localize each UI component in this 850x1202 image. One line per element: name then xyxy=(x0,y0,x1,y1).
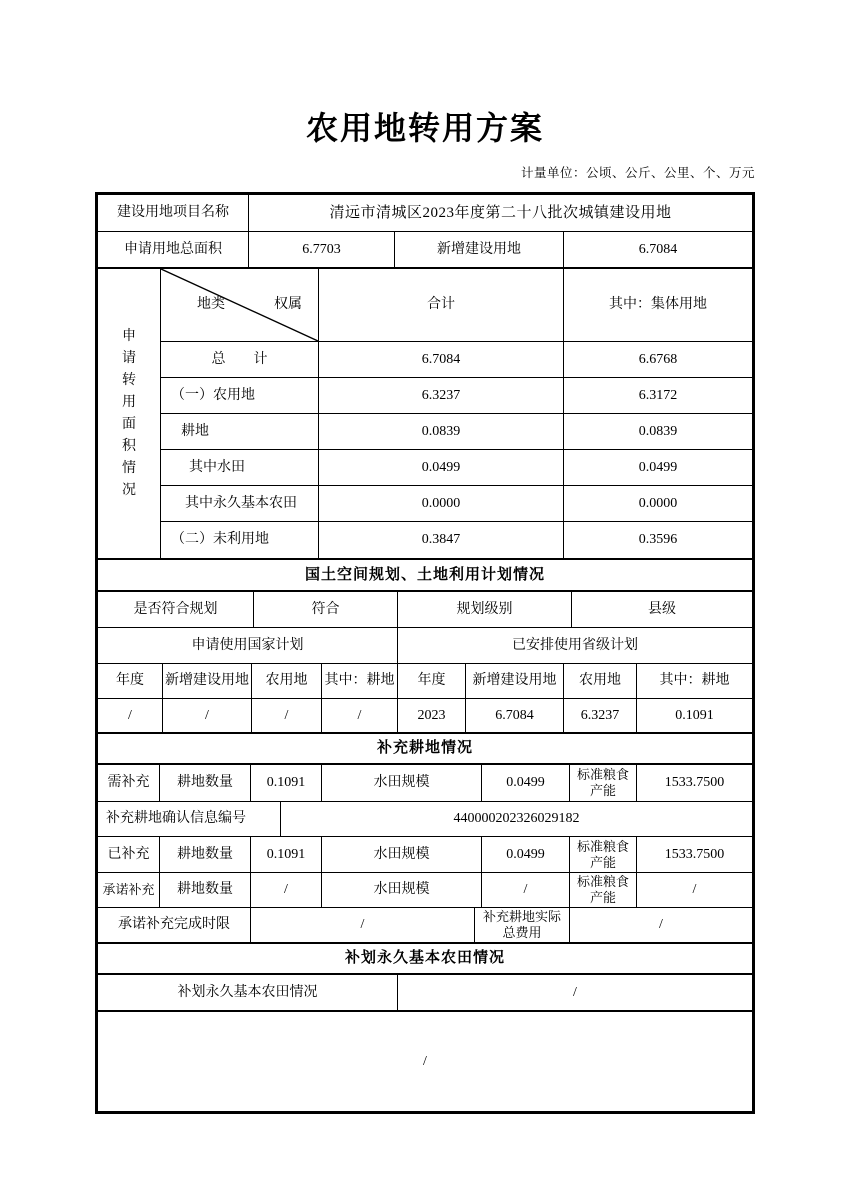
row-label: 其中永久基本农田 xyxy=(161,486,319,521)
plan-level-value: 县级 xyxy=(648,601,676,617)
qty-value: 0.1091 xyxy=(251,765,322,801)
total-area-label: 申请用地总面积 xyxy=(98,232,249,267)
supplement-row-needed xyxy=(98,765,752,802)
plan-col-header: 其中：耕地 xyxy=(659,673,730,689)
plan-value-cell: 6.7084 xyxy=(466,699,564,732)
collective-cell: 0.3596 xyxy=(638,532,678,548)
conversion-side-label: 申请转用面积情况 xyxy=(122,328,136,498)
capacity-label: 标准粮食产能 xyxy=(570,765,637,801)
page-title: 农用地转用方案 xyxy=(305,110,544,146)
collective-cell: 0.0839 xyxy=(638,423,678,439)
supplement-row-name: 已补充 xyxy=(98,837,160,872)
project-name-label: 建设用地项目名称 xyxy=(98,195,249,231)
plan-col-header: 新增建设用地 xyxy=(163,664,252,698)
new-land-label: 新增建设用地 xyxy=(395,232,564,267)
capacity-value: 1533.7500 xyxy=(664,775,725,791)
paddy-value: 0.0499 xyxy=(482,837,570,872)
plan-value-cell: 6.3237 xyxy=(564,699,637,732)
plan-value-cell: / xyxy=(98,699,163,732)
area-row xyxy=(98,232,752,269)
supplement-row-name: 承诺补充 xyxy=(98,873,160,907)
plan-col-header: 年度 xyxy=(98,664,163,698)
paddy-label: 水田规模 xyxy=(322,837,482,872)
plan-col-header: 农用地 xyxy=(252,664,322,698)
compliance-row xyxy=(98,592,752,628)
total-cell: 0.0839 xyxy=(319,414,564,449)
paddy-label: 水田规模 xyxy=(322,765,482,801)
plan-level-label: 规划级别 xyxy=(398,592,572,627)
qty-value: 0.1091 xyxy=(251,837,322,872)
plan-value-cell: / xyxy=(252,699,322,732)
remark-row xyxy=(98,1012,752,1111)
capacity-label: 标准粮食产能 xyxy=(570,873,637,907)
capacity-label: 标准粮食产能 xyxy=(570,837,637,872)
conversion-row-paddy xyxy=(161,450,752,486)
plan-source-row xyxy=(98,628,752,664)
unit-note: 计量单位：公顷、公斤、公里、个、万元 xyxy=(520,166,755,180)
section-header-farmland: 补划永久基本农田情况 xyxy=(344,949,505,967)
paddy-value: / xyxy=(482,873,570,907)
plan-col-header: 新增建设用地 xyxy=(466,664,564,698)
cost-label: 补充耕地实际总费用 xyxy=(475,908,570,942)
paddy-label: 水田规模 xyxy=(322,873,482,907)
new-land-value: 6.7084 xyxy=(638,241,678,257)
capacity-value: / xyxy=(692,882,697,898)
row-label: （一）农用地 xyxy=(161,378,319,413)
supplement-row-promised xyxy=(98,873,752,908)
qty-label: 耕地数量 xyxy=(160,873,251,907)
conversion-row-agricultural xyxy=(161,378,752,414)
total-cell: 0.3847 xyxy=(319,522,564,558)
planning-section-row xyxy=(98,560,752,592)
qty-value: / xyxy=(251,873,322,907)
project-name-value: 清远市清城区2023年度第二十八批次城镇建设用地 xyxy=(329,204,672,221)
plan-value-cell: 2023 xyxy=(398,699,466,732)
row-label: 总 计 xyxy=(161,342,319,377)
total-cell: 0.0499 xyxy=(319,450,564,485)
supplement-row-done xyxy=(98,837,752,873)
farmland-row-label: 补划永久基本农田情况 xyxy=(98,975,398,1010)
plan-value-cell: / xyxy=(322,699,398,732)
diag-label-landtype: 地类 xyxy=(197,297,225,313)
capacity-value: 1533.7500 xyxy=(664,846,725,862)
supplement-row-name: 需补充 xyxy=(98,765,160,801)
farmland-row xyxy=(98,975,752,1012)
plan-col-header: 其中：耕地 xyxy=(322,664,398,698)
diagonal-header-cell xyxy=(161,269,319,341)
plan-value-cell: / xyxy=(163,699,252,732)
collective-cell: 0.0000 xyxy=(638,495,678,511)
collective-cell: 6.3172 xyxy=(638,387,678,403)
collective-cell: 0.0499 xyxy=(638,459,678,475)
paddy-value: 0.0499 xyxy=(482,765,570,801)
section-header-supplement: 补充耕地情况 xyxy=(376,739,473,757)
conversion-side-cell xyxy=(98,269,161,558)
confirm-number-label: 补充耕地确认信息编号 xyxy=(98,802,281,836)
section-header-planning: 国土空间规划、土地利用计划情况 xyxy=(304,565,545,583)
total-cell: 6.7084 xyxy=(319,342,564,377)
deadline-row xyxy=(98,908,752,944)
row-label: 耕地 xyxy=(161,414,319,449)
total-cell: 0.0000 xyxy=(319,486,564,521)
compliance-label: 是否符合规划 xyxy=(98,592,254,627)
row-label: （二）未利用地 xyxy=(161,522,319,558)
form-table xyxy=(95,192,755,1114)
plan-col-header: 年度 xyxy=(398,664,466,698)
diag-label-ownership: 权属 xyxy=(274,297,302,313)
confirm-number-value: 440000202326029182 xyxy=(453,811,580,827)
project-name-row xyxy=(98,195,752,232)
deadline-value: / xyxy=(251,908,475,942)
conversion-row-grand-total xyxy=(161,342,752,378)
supplement-section-row xyxy=(98,734,752,765)
provincial-plan-header: 已安排使用省级计划 xyxy=(512,637,638,653)
farmland-section-row xyxy=(98,944,752,975)
conversion-row-unused xyxy=(161,522,752,558)
deadline-label: 承诺补充完成时限 xyxy=(98,908,251,942)
plan-col-header: 农用地 xyxy=(564,664,637,698)
confirm-number-row xyxy=(98,802,752,837)
plan-value-cell: 0.1091 xyxy=(675,707,714,723)
conversion-header-row xyxy=(161,269,752,342)
cost-value: / xyxy=(659,917,663,933)
qty-label: 耕地数量 xyxy=(160,765,251,801)
col-header-total: 合计 xyxy=(319,269,564,341)
total-cell: 6.3237 xyxy=(319,378,564,413)
conversion-block xyxy=(98,269,752,560)
remark-cell: / xyxy=(423,1053,427,1069)
total-area-value: 6.7703 xyxy=(249,232,395,267)
conversion-rows xyxy=(161,269,752,558)
compliance-value: 符合 xyxy=(254,592,398,627)
col-header-collective: 其中：集体用地 xyxy=(609,297,707,313)
conversion-row-basic-farmland xyxy=(161,486,752,522)
row-label: 其中水田 xyxy=(161,450,319,485)
farmland-row-value: / xyxy=(573,984,577,1000)
conversion-row-cultivated xyxy=(161,414,752,450)
collective-cell: 6.6768 xyxy=(638,351,678,367)
national-plan-header: 申请使用国家计划 xyxy=(98,628,398,663)
plan-columns-row xyxy=(98,664,752,699)
qty-label: 耕地数量 xyxy=(160,837,251,872)
plan-values-row xyxy=(98,699,752,734)
